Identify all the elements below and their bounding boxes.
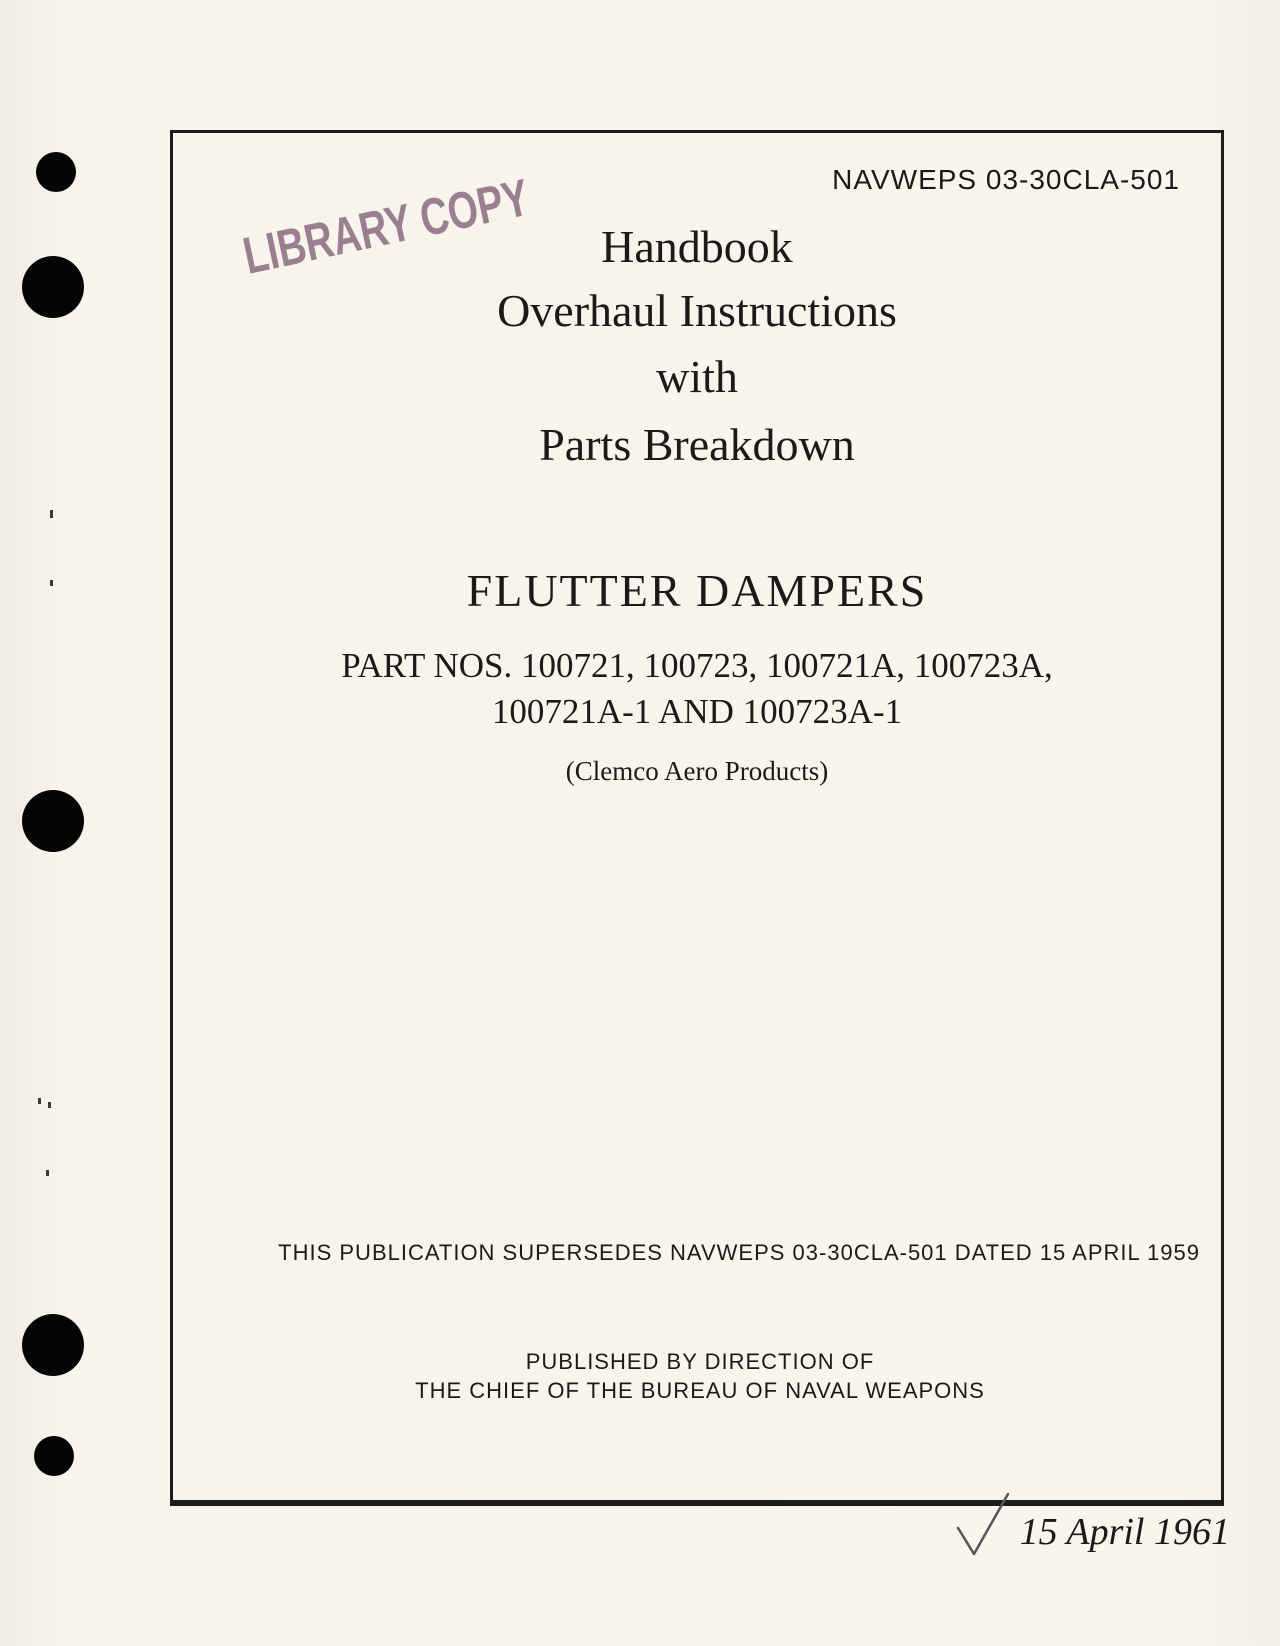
publisher-line-1: PUBLISHED BY DIRECTION OF [525, 1349, 875, 1374]
punch-hole-icon [36, 152, 76, 192]
title-handbook: Handbook [601, 221, 793, 272]
cover-border-bottom [170, 1500, 1224, 1506]
margin-mark [46, 1170, 49, 1176]
part-numbers-line-1: PART NOS. 100721, 100723, 100721A, 100723A, [341, 646, 1053, 685]
publisher-line-2: THE CHIEF OF THE BUREAU OF NAVAL WEAPONS [415, 1378, 985, 1403]
punch-hole-icon [22, 790, 84, 852]
margin-mark [48, 1102, 51, 1108]
punch-hole-icon [22, 1314, 84, 1376]
stamp-text: LIBRARY COPY [238, 147, 633, 286]
title-parts-breakdown: Parts Breakdown [539, 419, 855, 470]
publication-date: 15 April 1961 [1019, 1511, 1230, 1553]
title-with: with [656, 351, 738, 402]
document-number: NAVWEPS 03-30CLA-501 [832, 164, 1180, 195]
margin-mark [38, 1098, 41, 1104]
manufacturer: (Clemco Aero Products) [565, 756, 829, 786]
margin-mark [50, 580, 53, 586]
punch-hole-icon [34, 1436, 74, 1476]
title-overhaul-instructions: Overhaul Instructions [497, 285, 897, 336]
margin-mark [50, 510, 53, 518]
punch-hole-icon [22, 256, 84, 318]
subject-heading: FLUTTER DAMPERS [466, 565, 928, 616]
part-numbers-line-2: 100721A-1 AND 100723A-1 [491, 692, 903, 731]
supersedes-notice: THIS PUBLICATION SUPERSEDES NAVWEPS 03-30CLA-501 DATED 15 APRIL 1959 [278, 1240, 1200, 1265]
